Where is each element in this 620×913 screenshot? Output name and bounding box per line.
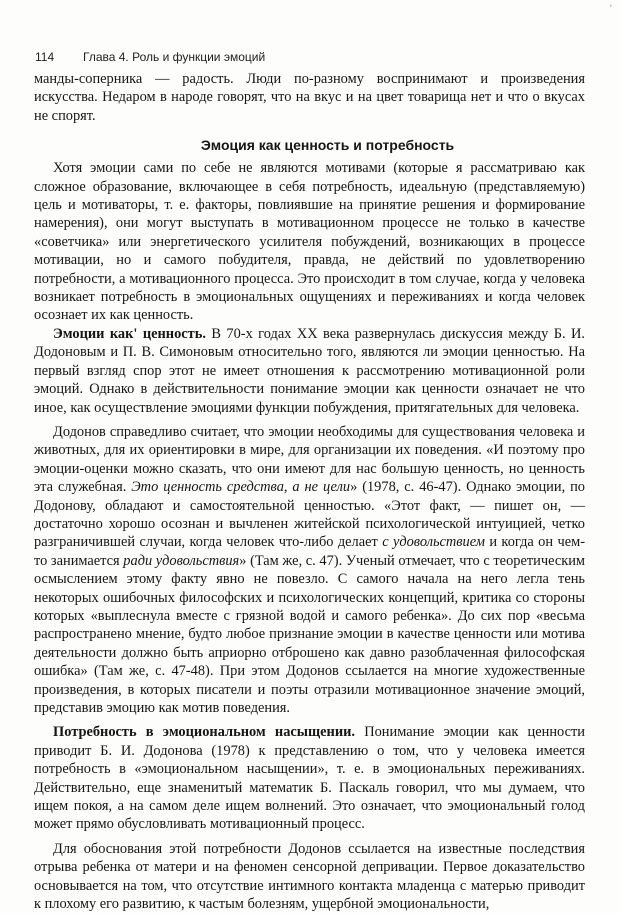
paragraph-dodonov	[34, 423, 585, 718]
page-body	[34, 70, 585, 913]
run-in-heading: Эмоции как' ценность.	[53, 325, 206, 342]
text-run: » (Там же, с. 47). Ученый отмечает, что с теоретическим осмыслением этому факту явно не повезло. С самого начала на него легла тень некоторых ошибочных философских и психологических концепций, критика со стороны которых «выплеснула вместе с грязной водой и самого ребенка». До сих пор «весьма распространено мнение, будто любое признание эмоции в качестве ценности или мотива деятельности должно быть априорно отброшено как давно разоблаченная философская ошибка» (Там же, с. 47-48). При этом Додонов ссылается на многие художественные произведения, в которых писатели и поэты отразили мотивационное значение эмоций, представив эмоцию как мотив поведения.	[34, 552, 586, 716]
paragraph: Хотя эмоции сами по себе не являются мотивами (которые я рассматриваю как сложное образование, включающее в себя потребность, идеальную (представляемую) цель и мотиваторы, т. е. факторы, повлиявшие на принятие решения и формирование намерения), они могут выступать в мотивационном процессе не только в качестве «советчика» или энергетического усилителя побуждений, возникающих в процессе мотивации, но и самого побудителя, правда, не действий по удовлетворению потребности, а мотивационного процесса. Это происходит в том случае, когда у человека возникает потребность в эмоциональных ощущениях и переживаниях и когда человек осознает их как ценность.	[34, 160, 585, 324]
text-run: » (1978, с. 46-47). Однако эмоции, по Додонову, обладают и самостоятельной ценностью. «Этот факт, — пишет он, — достаточно хорошо осознан и вычленен житейской психологической интуицией, четко разграничившей случаи, когда человек что-либо делает	[34, 479, 585, 551]
paragraph-text: Понимание эмоции как ценности приводит Б. И. Додонова (1978) к представлению о том, что у человека имеется потребность в «эмоциональном насыщении», т. е. в эмоциональных переживаниях. Действительно, еще знаменитый математик Б. Паскаль говорил, что мы думаем, что ищем покоя, а на самом деле ищем волнений. Это означает, что эмоциональный голод может прямо обусловливать мотивационный процесс.	[34, 724, 585, 833]
italic-run: ради удовольствия	[123, 552, 240, 569]
paragraph-text: В 70-х годах XX века развернулась дискуссия между Б. И. Додоновым и П. В. Симоновым относительно того, являются ли эмоции ценностью. На первый взгляд спор этот не имеет отношения к рассмотрению мотивационной роли эмоций. Однако в действительности понимание эмоции как ценности означает не что иное, как осуществление эмоциями функции побуждения, притягательных для человека.	[34, 325, 585, 416]
running-title: Глава 4. Роль и функции эмоций	[83, 50, 266, 64]
scan-mark: ʼ	[609, 4, 612, 15]
paragraph-emotional-saturation	[34, 723, 585, 833]
paragraph: Для обоснования этой потребности Додонов ссылается на известные последствия отрыва ребенка от матери и на феномен сенсорной депривации. Первое доказательство основывается на том, что отсутствие интимного контакта младенца с матерью приводит к плохому его развитию, к частым болезням, ущербной эмоциональности,	[34, 840, 585, 913]
paragraph-emotions-as-value	[34, 325, 585, 417]
text-run: Додонов справедливо считает, что эмоции необходимы для существования человека и животных, для их ориентировки в мире, для организации их поведения. «И поэтому про эмоции-оценки можно сказать, что они имеют для нас большую ценность, но ценность эта служебная.	[34, 423, 585, 496]
paragraph-continued: манды-соперника — радость. Люди по-разному воспринимают и произведения искусства. Недаром в народе говорят, что на вкус и на цвет товарища нет и что о вкусах не спорят.	[34, 71, 585, 124]
text-run: и когда он чем-то занимается	[34, 534, 585, 569]
italic-run: Это ценность средства, а не цели	[131, 479, 351, 496]
section-title: Эмоция как ценность и потребность	[200, 137, 455, 154]
page-number: 114	[35, 50, 55, 64]
run-in-heading: Потребность в эмоциональном насыщении.	[53, 724, 356, 741]
italic-run: с удовольствием	[382, 534, 485, 551]
running-header	[35, 50, 575, 64]
